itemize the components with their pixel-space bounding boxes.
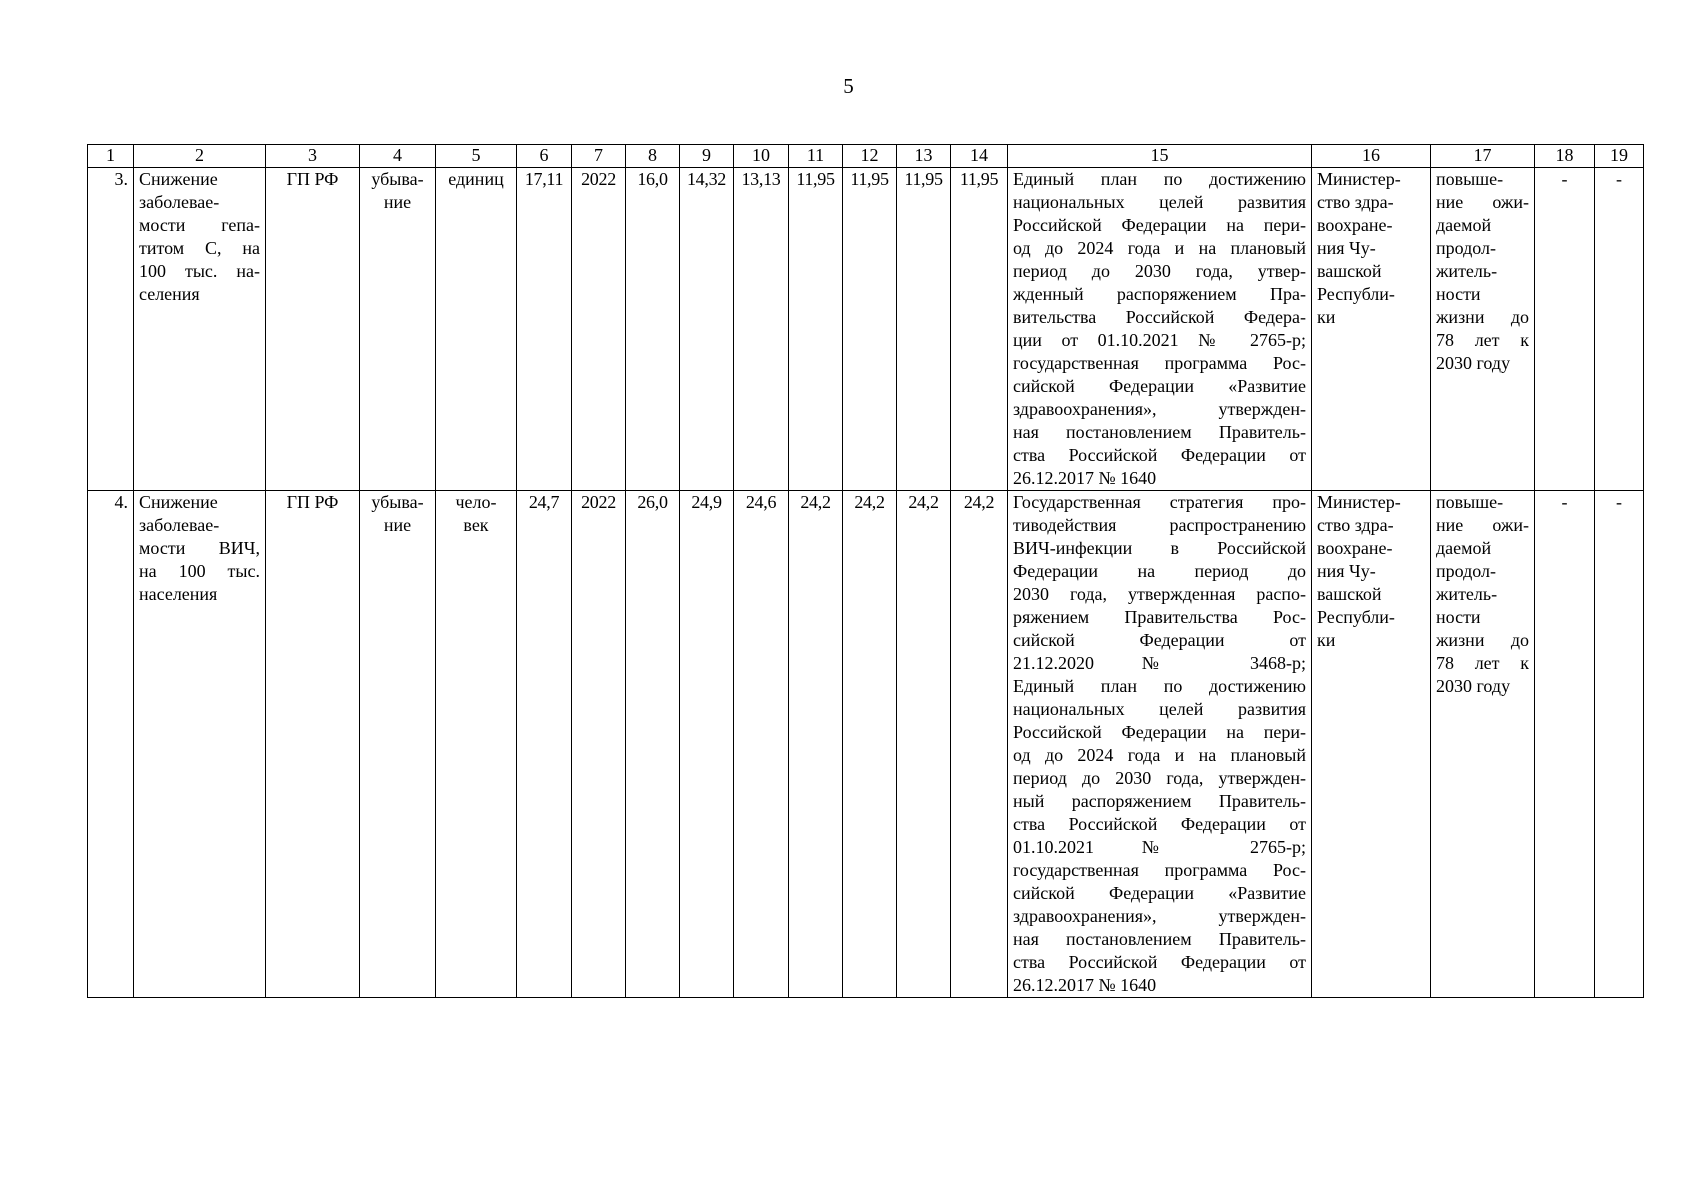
text-line: ности bbox=[1436, 607, 1481, 627]
value-cell-v11 bbox=[789, 491, 843, 998]
column-18-cell bbox=[1535, 491, 1595, 998]
direction-cell bbox=[360, 168, 436, 491]
header-cell: 5 bbox=[436, 145, 517, 168]
value-cell-v9 bbox=[680, 491, 734, 998]
text-line: жизни до bbox=[1436, 630, 1529, 650]
documents-cell bbox=[1008, 168, 1312, 491]
header-row bbox=[88, 145, 1644, 168]
text-line: повыше- bbox=[1436, 169, 1504, 189]
cell-value: 26,0 bbox=[637, 492, 668, 512]
text-line: ство здра- bbox=[1317, 192, 1394, 212]
header-cell: 19 bbox=[1595, 145, 1644, 168]
cell-value: 24,2 bbox=[963, 492, 995, 512]
value-cell-v10 bbox=[734, 168, 789, 491]
cell-value: - bbox=[1561, 169, 1568, 189]
text-line: здравоохранения», утвержден- bbox=[1013, 399, 1306, 419]
cell-value: ГП РФ bbox=[286, 492, 339, 512]
cell-value: - bbox=[1616, 492, 1622, 512]
text-line: вительства Российской Федера- bbox=[1013, 307, 1306, 327]
text-line: 2030 года, утвержденная распо- bbox=[1013, 584, 1306, 604]
text-line: мости ВИЧ, bbox=[139, 538, 260, 558]
text-line: государственная программа Рос- bbox=[1013, 860, 1306, 880]
cell-value: 11,95 bbox=[796, 169, 835, 189]
text-line: Министер- bbox=[1317, 492, 1401, 512]
header-cell: 13 bbox=[897, 145, 951, 168]
text-line: 78 лет к bbox=[1436, 330, 1529, 350]
header-cell: 16 bbox=[1312, 145, 1431, 168]
value-cell-v11 bbox=[789, 168, 843, 491]
text-line: ство здра- bbox=[1317, 515, 1394, 535]
text-line: тиводействия распространению bbox=[1013, 515, 1306, 535]
cell-value: 11,95 bbox=[850, 169, 889, 189]
header-cell: 3 bbox=[266, 145, 360, 168]
text-line: заболевае- bbox=[139, 515, 220, 535]
text-line: Российской Федерации на пери- bbox=[1013, 215, 1306, 235]
source-cell bbox=[266, 168, 360, 491]
text-line: ряжением Правительства Рос- bbox=[1013, 607, 1306, 627]
documents-cell bbox=[1008, 491, 1312, 998]
header-cell: 7 bbox=[572, 145, 626, 168]
cell-value: 11,95 bbox=[904, 169, 943, 189]
text-line: убыва- bbox=[371, 169, 424, 189]
text-line: заболевае- bbox=[139, 192, 220, 212]
text-line: национальных целей развития bbox=[1013, 699, 1306, 719]
text-line: ная постановлением Правитель- bbox=[1013, 929, 1306, 949]
text-line: Снижение bbox=[139, 492, 218, 512]
text-line: Единый план по достижению bbox=[1013, 676, 1306, 696]
indicators-table bbox=[87, 144, 1644, 998]
text-line: од до 2024 года и на плановый bbox=[1013, 745, 1306, 765]
text-line: Единый план по достижению bbox=[1013, 169, 1306, 189]
text-line: Федерации на период до bbox=[1013, 561, 1306, 581]
value-cell-v13 bbox=[897, 168, 951, 491]
cell-value: 13,13 bbox=[741, 169, 781, 189]
goal-cell bbox=[1431, 168, 1535, 491]
row-number bbox=[88, 491, 134, 998]
text-line: 26.12.2017 № 1640 bbox=[1013, 468, 1157, 488]
text-line: период до 2030 года, утвержден- bbox=[1013, 768, 1306, 788]
text-line: ности bbox=[1436, 284, 1481, 304]
text-line: 100 тыс. на- bbox=[139, 261, 260, 281]
text-line: даемой bbox=[1436, 215, 1492, 235]
text-line: Республи- bbox=[1317, 607, 1395, 627]
text-line: сийской Федерации от bbox=[1013, 630, 1306, 650]
cell-value: - bbox=[1561, 492, 1568, 512]
header-cell: 15 bbox=[1008, 145, 1312, 168]
cell-value: 24,9 bbox=[691, 492, 722, 512]
text-line: селения bbox=[139, 284, 200, 304]
text-line: Государственная стратегия про- bbox=[1013, 492, 1306, 512]
header-cell: 4 bbox=[360, 145, 436, 168]
cell-value: 24,2 bbox=[800, 492, 831, 512]
text-line: век bbox=[463, 515, 489, 535]
text-line: жденный распоряжением Пра- bbox=[1013, 284, 1306, 304]
cell-value: 24,2 bbox=[854, 492, 885, 512]
text-line: Снижение bbox=[139, 169, 218, 189]
text-line: ства Российской Федерации от bbox=[1013, 814, 1306, 834]
text-line: мости гепа- bbox=[139, 215, 260, 235]
text-line: повыше- bbox=[1436, 492, 1504, 512]
text-line: вашской bbox=[1317, 261, 1382, 281]
value-cell-base-year bbox=[572, 168, 626, 491]
text-line: ния Чу- bbox=[1317, 561, 1376, 581]
text-line: продол- bbox=[1436, 561, 1497, 581]
page-number: 5 bbox=[843, 74, 854, 98]
text-line: ВИЧ-инфекции в Российской bbox=[1013, 538, 1306, 558]
cell-value: 24,7 bbox=[528, 492, 560, 512]
text-line: 26.12.2017 № 1640 bbox=[1013, 975, 1157, 995]
header-cell: 11 bbox=[789, 145, 843, 168]
column-18-cell bbox=[1535, 168, 1595, 491]
text-line: единиц bbox=[448, 169, 504, 189]
column-19-cell bbox=[1595, 491, 1644, 998]
text-line: вашской bbox=[1317, 584, 1382, 604]
text-line: продол- bbox=[1436, 238, 1497, 258]
text-line: ства Российской Федерации от bbox=[1013, 445, 1306, 465]
value-cell-v13 bbox=[897, 491, 951, 998]
cell-value: 16,0 bbox=[637, 169, 668, 189]
text-line: здравоохранения», утвержден- bbox=[1013, 906, 1306, 926]
cell-value: 11,95 bbox=[959, 169, 999, 189]
header-cell: 17 bbox=[1431, 145, 1535, 168]
text-line: од до 2024 года и на плановый bbox=[1013, 238, 1306, 258]
text-line: Министер- bbox=[1317, 169, 1401, 189]
text-line: ции от 01.10.2021 № 2765-р; bbox=[1013, 330, 1306, 350]
header-cell: 1 bbox=[88, 145, 134, 168]
text-line: титом С, на bbox=[139, 238, 260, 258]
header-cell: 18 bbox=[1535, 145, 1595, 168]
text-line: сийской Федерации «Развитие bbox=[1013, 883, 1306, 903]
value-cell-v9 bbox=[680, 168, 734, 491]
indicator-name bbox=[134, 168, 266, 491]
indicator-name bbox=[134, 491, 266, 998]
text-line: Республи- bbox=[1317, 284, 1395, 304]
header-cell: 6 bbox=[517, 145, 572, 168]
goal-cell bbox=[1431, 491, 1535, 998]
row-number bbox=[88, 168, 134, 491]
header-cell: 14 bbox=[951, 145, 1008, 168]
text-line: ние bbox=[383, 515, 412, 535]
value-cell-v12 bbox=[843, 491, 897, 998]
cell-value: 24,6 bbox=[745, 492, 777, 512]
text-line: житель- bbox=[1436, 261, 1498, 281]
value-cell-base-value bbox=[517, 168, 572, 491]
text-line: чело- bbox=[455, 492, 497, 512]
value-cell-v14 bbox=[951, 491, 1008, 998]
value-cell-v14 bbox=[951, 168, 1008, 491]
header-cell: 10 bbox=[734, 145, 789, 168]
unit-cell bbox=[436, 168, 517, 491]
value-cell-base-year bbox=[572, 491, 626, 998]
text-line: жизни до bbox=[1436, 307, 1529, 327]
direction-cell bbox=[360, 491, 436, 998]
responsible-cell bbox=[1312, 168, 1431, 491]
text-line: ства Российской Федерации от bbox=[1013, 952, 1306, 972]
text-line: ние ожи- bbox=[1436, 515, 1529, 535]
text-line: ный распоряжением Правитель- bbox=[1013, 791, 1306, 811]
text-line: ние ожи- bbox=[1436, 192, 1529, 212]
cell-value: 24,2 bbox=[908, 492, 939, 512]
text-line: 2030 году bbox=[1436, 676, 1511, 696]
text-line: убыва- bbox=[371, 492, 424, 512]
column-19-cell bbox=[1595, 168, 1644, 491]
text-line: населения bbox=[139, 584, 218, 604]
cell-value: - bbox=[1616, 169, 1622, 189]
text-line: воохране- bbox=[1317, 538, 1393, 558]
text-line: период до 2030 года, утвер- bbox=[1013, 261, 1306, 281]
text-line: ния Чу- bbox=[1317, 238, 1376, 258]
text-line: национальных целей развития bbox=[1013, 192, 1306, 212]
header-cell: 12 bbox=[843, 145, 897, 168]
header-cell: 2 bbox=[134, 145, 266, 168]
text-line: даемой bbox=[1436, 538, 1492, 558]
text-line: 01.10.2021 № 2765-р; bbox=[1013, 837, 1306, 857]
text-line: на 100 тыс. bbox=[139, 561, 260, 581]
text-line: государственная программа Рос- bbox=[1013, 353, 1306, 373]
value-cell-base-value bbox=[517, 491, 572, 998]
responsible-cell bbox=[1312, 491, 1431, 998]
cell-value: 2022 bbox=[581, 169, 616, 189]
header-cell: 9 bbox=[680, 145, 734, 168]
text-line: ки bbox=[1317, 307, 1336, 327]
cell-value: 14,32 bbox=[686, 169, 726, 189]
cell-value: 17,11 bbox=[524, 169, 564, 189]
header-cell: 8 bbox=[626, 145, 680, 168]
cell-value: ГП РФ bbox=[286, 169, 339, 189]
text-line: житель- bbox=[1436, 584, 1498, 604]
text-line: сийской Федерации «Развитие bbox=[1013, 376, 1306, 396]
cell-value: 4. bbox=[114, 492, 128, 512]
table-row bbox=[88, 491, 1644, 998]
cell-value: 2022 bbox=[581, 492, 616, 512]
text-line: воохране- bbox=[1317, 215, 1393, 235]
text-line: ная постановлением Правитель- bbox=[1013, 422, 1306, 442]
text-line: Российской Федерации на пери- bbox=[1013, 722, 1306, 742]
text-line: ки bbox=[1317, 630, 1336, 650]
source-cell bbox=[266, 491, 360, 998]
value-cell-v8 bbox=[626, 491, 680, 998]
text-line: 21.12.2020 № 3468-р; bbox=[1013, 653, 1306, 673]
cell-value: 3. bbox=[114, 169, 128, 189]
value-cell-v8 bbox=[626, 168, 680, 491]
table-row bbox=[88, 168, 1644, 491]
value-cell-v12 bbox=[843, 168, 897, 491]
unit-cell bbox=[436, 491, 517, 998]
text-line: ние bbox=[383, 192, 412, 212]
text-line: 2030 году bbox=[1436, 353, 1511, 373]
text-line: 78 лет к bbox=[1436, 653, 1529, 673]
value-cell-v10 bbox=[734, 491, 789, 998]
